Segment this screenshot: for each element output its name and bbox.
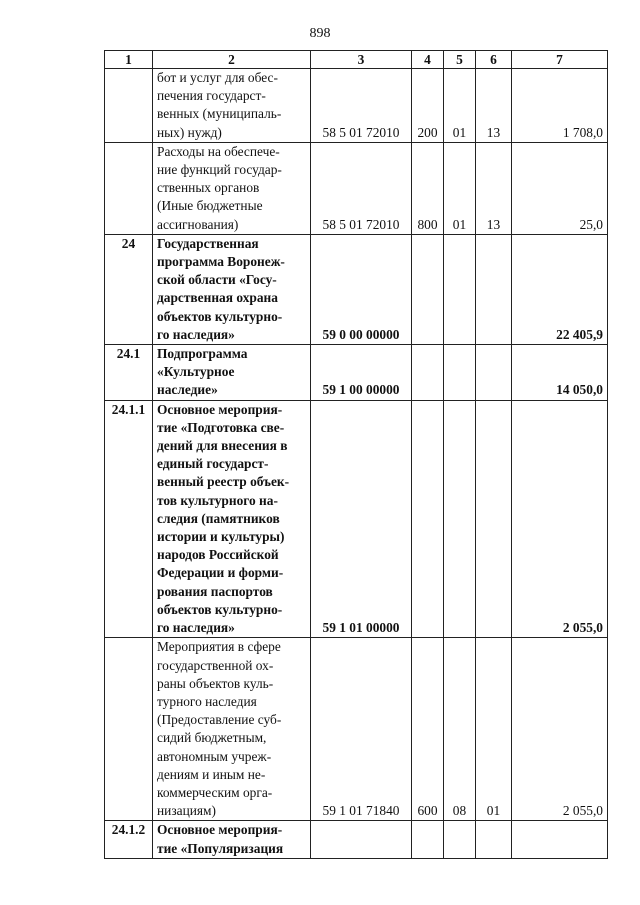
row-description: Основное мероприя- тие «Популяризация (153, 821, 311, 858)
row-code: 58 5 01 72010 (311, 69, 412, 143)
row-code: 59 1 00 00000 (311, 345, 412, 401)
row-col-6: 01 (476, 638, 512, 821)
row-code: 58 5 01 72010 (311, 142, 412, 234)
header-col-2: 2 (153, 51, 311, 69)
table-row (105, 234, 608, 344)
row-col-6: 13 (476, 142, 512, 234)
header-col-3: 3 (311, 51, 412, 69)
row-col-6: 13 (476, 69, 512, 143)
row-code: 59 1 01 71840 (311, 638, 412, 821)
row-col-5 (444, 400, 476, 638)
row-col-5: 01 (444, 142, 476, 234)
row-col-4: 600 (412, 638, 444, 821)
row-amount: 22 405,9 (512, 234, 608, 344)
row-description: бот и услуг для обес- печения государст- венных (муниципаль- ных) нужд) (153, 69, 311, 143)
row-col-5 (444, 234, 476, 344)
row-description: Подпрограмма «Культурное наследие» (153, 345, 311, 401)
row-amount (512, 821, 608, 858)
header-col-1: 1 (105, 51, 153, 69)
row-amount: 1 708,0 (512, 69, 608, 143)
row-col-4: 800 (412, 142, 444, 234)
table-row (105, 821, 608, 858)
row-col-4 (412, 234, 444, 344)
header-col-5: 5 (444, 51, 476, 69)
row-amount: 2 055,0 (512, 638, 608, 821)
row-col-5 (444, 821, 476, 858)
row-number: 24.1.2 (105, 821, 153, 858)
row-code: 59 1 01 00000 (311, 400, 412, 638)
row-col-4 (412, 345, 444, 401)
table-row (105, 142, 608, 234)
row-description: Государственная программа Воронеж- ской области «Госу- дарственная охрана объектов культурно- го наследия» (153, 234, 311, 344)
table-row (105, 400, 608, 638)
row-col-5 (444, 345, 476, 401)
row-col-6 (476, 345, 512, 401)
row-description: Расходы на обеспече- ние функций государ- ственных органов (Иные бюджетные ассигнования) (153, 142, 311, 234)
row-col-4 (412, 821, 444, 858)
row-description: Основное мероприя- тие «Подготовка све- дений для внесения в единый государст- венный реестр объек- тов культурного на- следия (памятников истории и культуры) народов Российской Федерации и форми- рования паспортов объектов культурно- го наследия» (153, 400, 311, 638)
row-col-6 (476, 234, 512, 344)
table-row (105, 69, 608, 143)
row-number (105, 638, 153, 821)
row-col-6 (476, 400, 512, 638)
row-number: 24 (105, 234, 153, 344)
row-col-4 (412, 400, 444, 638)
header-col-7: 7 (512, 51, 608, 69)
row-col-6 (476, 821, 512, 858)
row-description: Мероприятия в сфере государственной ох- раны объектов куль- турного наследия (Предоставление суб- сидий бюджетным, автономным учреж- дениям и иным не- коммерческим орга- низациям) (153, 638, 311, 821)
table-row (105, 638, 608, 821)
header-col-6: 6 (476, 51, 512, 69)
row-number: 24.1 (105, 345, 153, 401)
table-row (105, 345, 608, 401)
row-code (311, 821, 412, 858)
row-col-5: 08 (444, 638, 476, 821)
row-col-5: 01 (444, 69, 476, 143)
row-amount: 25,0 (512, 142, 608, 234)
page-number: 898 (309, 26, 331, 41)
row-number: 24.1.1 (105, 400, 153, 638)
header-col-4: 4 (412, 51, 444, 69)
row-amount: 14 050,0 (512, 345, 608, 401)
row-number (105, 69, 153, 143)
row-amount: 2 055,0 (512, 400, 608, 638)
budget-table (104, 50, 608, 859)
row-col-4: 200 (412, 69, 444, 143)
header-row (105, 51, 608, 69)
row-code: 59 0 00 00000 (311, 234, 412, 344)
row-number (105, 142, 153, 234)
